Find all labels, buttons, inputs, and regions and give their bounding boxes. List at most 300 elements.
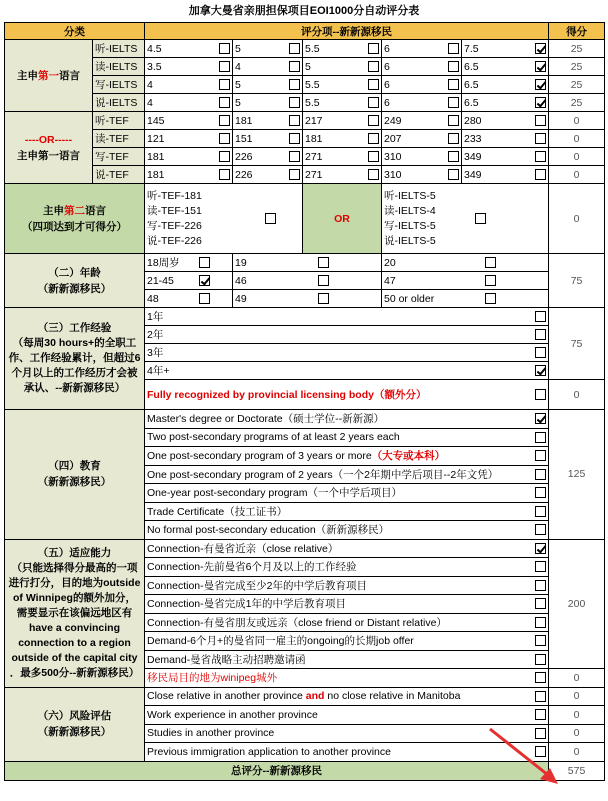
option-value: Connection-曼省完成1年的中学后教育项目 [147, 598, 346, 611]
option-value: 6.5 [464, 60, 479, 73]
checkbox[interactable] [535, 347, 546, 358]
option [235, 43, 300, 55]
option [235, 257, 379, 269]
option-value: 46 [235, 274, 247, 287]
option-value: 280 [464, 114, 482, 127]
label: （三）工作经验 [37, 322, 112, 334]
checkbox[interactable] [448, 169, 459, 180]
checkbox[interactable] [535, 654, 546, 665]
option-value: 5 [235, 78, 241, 91]
option-cell [145, 58, 233, 76]
option-cell [145, 94, 233, 112]
option [147, 615, 546, 630]
checked-checkbox[interactable] [535, 61, 546, 72]
option-value: 移民局目的地为winipeg城外 [147, 672, 278, 685]
checkbox[interactable] [368, 43, 379, 54]
option-cell [303, 94, 382, 112]
ielts-requirement: 说-IELTS-5 [384, 234, 436, 247]
checkbox[interactable] [199, 293, 210, 304]
tef-group [147, 189, 300, 249]
checkbox[interactable] [318, 275, 329, 286]
option-cell [145, 308, 549, 326]
option [147, 43, 230, 55]
option [384, 151, 459, 163]
option-cell [462, 58, 549, 76]
option-cell [145, 344, 549, 362]
option-value: 20 [384, 256, 396, 269]
checkbox[interactable] [289, 61, 300, 72]
option [147, 293, 230, 305]
option [384, 169, 459, 181]
checkbox[interactable] [448, 97, 459, 108]
score-cell: 0 [549, 166, 605, 184]
tef-requirement: 听-TEF-181 [147, 189, 202, 202]
option-value: 7.5 [464, 42, 479, 55]
sub-label: 听-IELTS [93, 40, 145, 58]
checkbox[interactable] [219, 97, 230, 108]
category-tef [5, 112, 93, 184]
option-value: 226 [235, 150, 253, 163]
option [464, 133, 546, 145]
checkbox[interactable] [535, 728, 546, 739]
label: 第一 [38, 69, 59, 82]
option [464, 79, 546, 91]
option-cell [382, 130, 462, 148]
label: （额外分） [373, 389, 427, 401]
option-value: 233 [464, 132, 482, 145]
option-value: 21-45 [147, 274, 174, 287]
option [464, 61, 546, 73]
label: （五）适应能力 [37, 546, 112, 559]
category-second-language [5, 184, 145, 254]
checkbox[interactable] [289, 169, 300, 180]
option-value: 6.5 [464, 78, 479, 91]
ielts-group [384, 189, 546, 249]
label: 主申第一语言 [17, 149, 80, 162]
option [305, 43, 379, 55]
option [384, 293, 546, 305]
option-value: 6 [384, 96, 390, 109]
label: （每周30 hours+的全职工 [12, 337, 137, 349]
checkbox[interactable] [535, 598, 546, 609]
score-cell: 0 [549, 687, 605, 706]
checked-checkbox[interactable] [535, 365, 546, 376]
option-value: Two post-secondary programs of at least 2 years each [147, 431, 400, 444]
option-cell [382, 112, 462, 130]
checkbox[interactable] [535, 115, 546, 126]
option [384, 257, 546, 269]
sub-label: 说-IELTS [93, 94, 145, 112]
label: Fully recognized by provincial licensing body [147, 389, 374, 401]
option-cell [233, 76, 303, 94]
option-value: 50 or older [384, 292, 435, 305]
checkbox[interactable] [485, 257, 496, 268]
option-value: 310 [384, 150, 402, 163]
checkbox[interactable] [199, 257, 210, 268]
category-adaptability [5, 539, 145, 687]
checkbox[interactable] [289, 115, 300, 126]
checked-checkbox[interactable] [199, 275, 210, 286]
option-value: 121 [147, 132, 165, 145]
option-cell [145, 743, 549, 762]
tef-list [147, 189, 202, 249]
checkbox[interactable] [448, 133, 459, 144]
checkbox[interactable] [448, 151, 459, 162]
option [147, 652, 546, 667]
option-text [147, 709, 318, 721]
option-value: 49 [235, 292, 247, 305]
option-cell [233, 290, 382, 308]
checkbox[interactable] [219, 61, 230, 72]
score-cell: 125 [549, 410, 605, 540]
option [235, 115, 300, 127]
option-value: 5.5 [305, 96, 320, 109]
label: connection to a region [18, 636, 131, 649]
sub-label: 读-IELTS [93, 58, 145, 76]
checked-checkbox[interactable] [535, 97, 546, 108]
option-value: 2年 [147, 329, 164, 341]
label: （新新源移民） [37, 726, 112, 738]
option-cell [303, 40, 382, 58]
option-cell [145, 521, 549, 540]
tef-requirement: 说-TEF-226 [147, 234, 202, 247]
option-value: 6 [384, 78, 390, 91]
option-cell [145, 650, 549, 669]
checkbox[interactable] [219, 115, 230, 126]
option [305, 133, 379, 145]
option-cell [382, 76, 462, 94]
option-cell [145, 706, 549, 725]
score-cell: 0 [549, 743, 605, 762]
score-cell: 0 [549, 669, 605, 688]
header-category: 分类 [5, 23, 145, 40]
checkbox[interactable] [535, 580, 546, 591]
option [147, 578, 546, 593]
checkbox[interactable] [485, 275, 496, 286]
checkbox[interactable] [219, 169, 230, 180]
option-cell [233, 272, 382, 290]
option-cell [303, 58, 382, 76]
checkbox[interactable] [219, 79, 230, 90]
option-cell [145, 539, 549, 558]
option-cell [462, 130, 549, 148]
option-cell [145, 724, 549, 743]
sub-label: 写-IELTS [93, 76, 145, 94]
option-value: No formal post-secondary education（新新源移民） [147, 524, 390, 537]
option [384, 79, 459, 91]
score-cell: 25 [549, 58, 605, 76]
checkbox[interactable] [448, 79, 459, 90]
option [147, 345, 546, 360]
checkbox[interactable] [318, 257, 329, 268]
label: 第二 [64, 204, 85, 217]
option [384, 115, 459, 127]
option-value: 3.5 [147, 60, 162, 73]
checkbox[interactable] [289, 97, 300, 108]
option-value: Connection-曼省完成至少2年的中学后教育项目 [147, 579, 367, 592]
option-value: Connection-有曼省朋友或远亲（close friend or Distant relative） [147, 616, 447, 629]
option [147, 485, 546, 500]
label: 语言 [59, 69, 80, 82]
sub-label: 说-TEF [93, 166, 145, 184]
header-items: 评分项--新新源移民 [145, 23, 549, 40]
option-value: One post-secondary program of 2 years（一个2年期中学后项目--2年文凭） [147, 468, 499, 481]
option-cell [382, 290, 549, 308]
option [147, 133, 230, 145]
option-value: One post-secondary program of 3 years or more [147, 450, 372, 463]
option [147, 275, 230, 287]
checkbox[interactable] [535, 450, 546, 461]
checkbox[interactable] [535, 487, 546, 498]
option-value: 18周岁 [147, 257, 180, 269]
checkbox[interactable] [368, 61, 379, 72]
option [305, 79, 379, 91]
option [235, 79, 300, 91]
option-value: 151 [235, 132, 253, 145]
option-text [147, 504, 287, 519]
checkbox[interactable] [535, 389, 546, 400]
option-value: 4 [147, 78, 153, 91]
option [235, 293, 379, 305]
checkbox-wrap [199, 257, 210, 269]
option [305, 115, 379, 127]
option [235, 275, 379, 287]
option-cell [145, 632, 549, 651]
option-cell [233, 254, 382, 272]
option-cell [145, 272, 233, 290]
option-cell [233, 130, 303, 148]
checkbox[interactable] [535, 746, 546, 757]
score-cell: 0 [549, 112, 605, 130]
checkbox[interactable] [448, 61, 459, 72]
score-cell: 0 [549, 380, 605, 410]
checkbox[interactable] [535, 635, 546, 646]
option-value: no close relative in Manitoba [324, 690, 461, 703]
option-cell [145, 290, 233, 308]
checkbox[interactable] [448, 115, 459, 126]
option-value: 5 [235, 96, 241, 109]
option-cell [145, 595, 549, 614]
score-cell: 0 [549, 724, 605, 743]
checkbox[interactable] [265, 213, 276, 224]
option-cell [145, 326, 549, 344]
option-value: 271 [305, 168, 323, 181]
checkbox[interactable] [289, 43, 300, 54]
option-value: Demand-6个月+的曼省同一雇主的ongoing的长期job offer [147, 635, 414, 648]
option-cell [462, 112, 549, 130]
sub-label: 听-TEF [93, 112, 145, 130]
checkbox[interactable] [535, 151, 546, 162]
option [235, 151, 300, 163]
option-cell [145, 502, 549, 521]
option-cell [233, 112, 303, 130]
label: 主申 [17, 69, 38, 82]
option [305, 97, 379, 109]
checkbox[interactable] [535, 561, 546, 572]
option [384, 61, 459, 73]
category-age [5, 254, 145, 308]
option [147, 633, 546, 648]
option-value: Demand-曼省战略主动招聘邀请函 [147, 653, 306, 666]
checkbox[interactable] [368, 115, 379, 126]
checkbox[interactable] [219, 133, 230, 144]
label: 需要显示在该偏远地区有 [16, 606, 133, 619]
checkbox[interactable] [318, 293, 329, 304]
option-value: Master's degree or Doctorate（硕士学位--新新源） [147, 413, 385, 426]
checkbox[interactable] [535, 617, 546, 628]
option-cell [382, 94, 462, 112]
option-cell [145, 148, 233, 166]
checkbox[interactable] [368, 97, 379, 108]
checkbox[interactable] [535, 169, 546, 180]
ielts-list [384, 189, 436, 249]
label: 个月以上的工作经历才会被 [11, 367, 138, 379]
checkbox[interactable] [368, 79, 379, 90]
option [147, 169, 230, 181]
option-cell [303, 76, 382, 94]
checkbox[interactable] [535, 709, 546, 720]
checkbox[interactable] [289, 151, 300, 162]
option-cell [382, 58, 462, 76]
page-title: 加拿大曼省亲朋担保项目EOI1000分自动评分表 [188, 5, 420, 17]
option [147, 504, 546, 519]
option-value: 5.5 [305, 42, 320, 55]
total-label: 总评分--新新源移民 [5, 761, 549, 780]
label: have a convincing [28, 621, 121, 634]
checkbox[interactable] [535, 672, 546, 683]
option [147, 467, 546, 482]
option-cell [382, 166, 462, 184]
label: 主申 [43, 204, 64, 217]
option-value: 3年 [147, 347, 164, 359]
checkbox[interactable] [448, 43, 459, 54]
option [384, 97, 459, 109]
option-cell [145, 130, 233, 148]
checkbox[interactable] [535, 133, 546, 144]
second-language-ielts [382, 184, 549, 254]
option [384, 43, 459, 55]
option [147, 255, 230, 270]
checkbox[interactable] [368, 169, 379, 180]
checkbox[interactable] [535, 524, 546, 535]
option-value: 217 [305, 114, 323, 127]
label: ．最多500分--新新源移民） [9, 666, 140, 679]
option-value: Connection-先前曼省6个月及以上的工作经验 [147, 561, 357, 574]
score-cell: 0 [549, 706, 605, 725]
option-cell [145, 576, 549, 595]
checked-checkbox[interactable] [535, 43, 546, 54]
label: （只能选择得分最高的一项 [11, 561, 138, 574]
option [147, 448, 546, 463]
option-value: 6 [384, 42, 390, 55]
checkbox[interactable] [289, 133, 300, 144]
option-cell [462, 166, 549, 184]
checkbox[interactable] [368, 133, 379, 144]
option-cell [145, 465, 549, 484]
label: 作、工作经验累计，但超过6 [8, 352, 141, 364]
option [147, 522, 546, 537]
option [147, 690, 546, 702]
option [147, 61, 230, 73]
option-value: 271 [305, 150, 323, 163]
option-cell [145, 166, 233, 184]
checkbox[interactable] [535, 469, 546, 480]
outside-winnipeg-option [145, 669, 549, 688]
option-value: 6.5 [464, 96, 479, 109]
sub-label: 写-TEF [93, 148, 145, 166]
option-cell [145, 76, 233, 94]
option-text [147, 485, 402, 500]
checkbox-wrap [475, 211, 486, 226]
checkbox[interactable] [535, 432, 546, 443]
label: （新新源移民） [37, 476, 112, 489]
option [147, 363, 546, 378]
score-cell: 25 [549, 76, 605, 94]
option [464, 115, 546, 127]
option [147, 596, 546, 611]
option-value: Studies in another province [147, 727, 275, 740]
option-value: 6 [384, 60, 390, 73]
option-value: 349 [464, 168, 482, 181]
option-cell [145, 613, 549, 632]
checked-checkbox[interactable] [535, 543, 546, 554]
option-value: 5 [235, 42, 241, 55]
checkbox[interactable] [219, 151, 230, 162]
option [464, 97, 546, 109]
checkbox[interactable] [535, 506, 546, 517]
score-cell: 0 [549, 130, 605, 148]
label: 进行打分，目的地为outside [8, 576, 141, 589]
checkbox-wrap [485, 293, 496, 305]
checked-checkbox[interactable] [535, 79, 546, 90]
option-value: One-year post-secondary program（一个中学后项目） [147, 487, 402, 500]
checkbox-wrap [318, 275, 329, 287]
second-language-tef [145, 184, 303, 254]
option-value: 249 [384, 114, 402, 127]
option [147, 115, 230, 127]
option-cell [382, 40, 462, 58]
option-cell [462, 76, 549, 94]
score-cell: 25 [549, 94, 605, 112]
option [147, 79, 230, 91]
option [384, 275, 546, 287]
checkbox[interactable] [475, 213, 486, 224]
option-text [147, 746, 391, 758]
option-text [147, 690, 460, 702]
checkbox[interactable] [535, 691, 546, 702]
option-cell [303, 112, 382, 130]
option-value: Close relative in another province [147, 690, 306, 703]
checked-checkbox[interactable] [535, 413, 546, 424]
option-text [147, 522, 389, 537]
option-note: （大专或本科） [371, 450, 446, 463]
option [147, 151, 230, 163]
option [147, 309, 546, 324]
label: 语言 [85, 204, 106, 217]
tef-requirement: 读-TEF-151 [147, 204, 202, 217]
label: （二）年龄 [48, 266, 101, 279]
checkbox[interactable] [368, 151, 379, 162]
option-value: 181 [147, 150, 165, 163]
option-value: 48 [147, 292, 159, 305]
checkbox[interactable] [535, 311, 546, 322]
checkbox[interactable] [485, 293, 496, 304]
checkbox[interactable] [219, 43, 230, 54]
checkbox[interactable] [289, 79, 300, 90]
option-cell [145, 40, 233, 58]
checkbox[interactable] [535, 329, 546, 340]
ielts-requirement: 写-IELTS-5 [384, 219, 436, 232]
